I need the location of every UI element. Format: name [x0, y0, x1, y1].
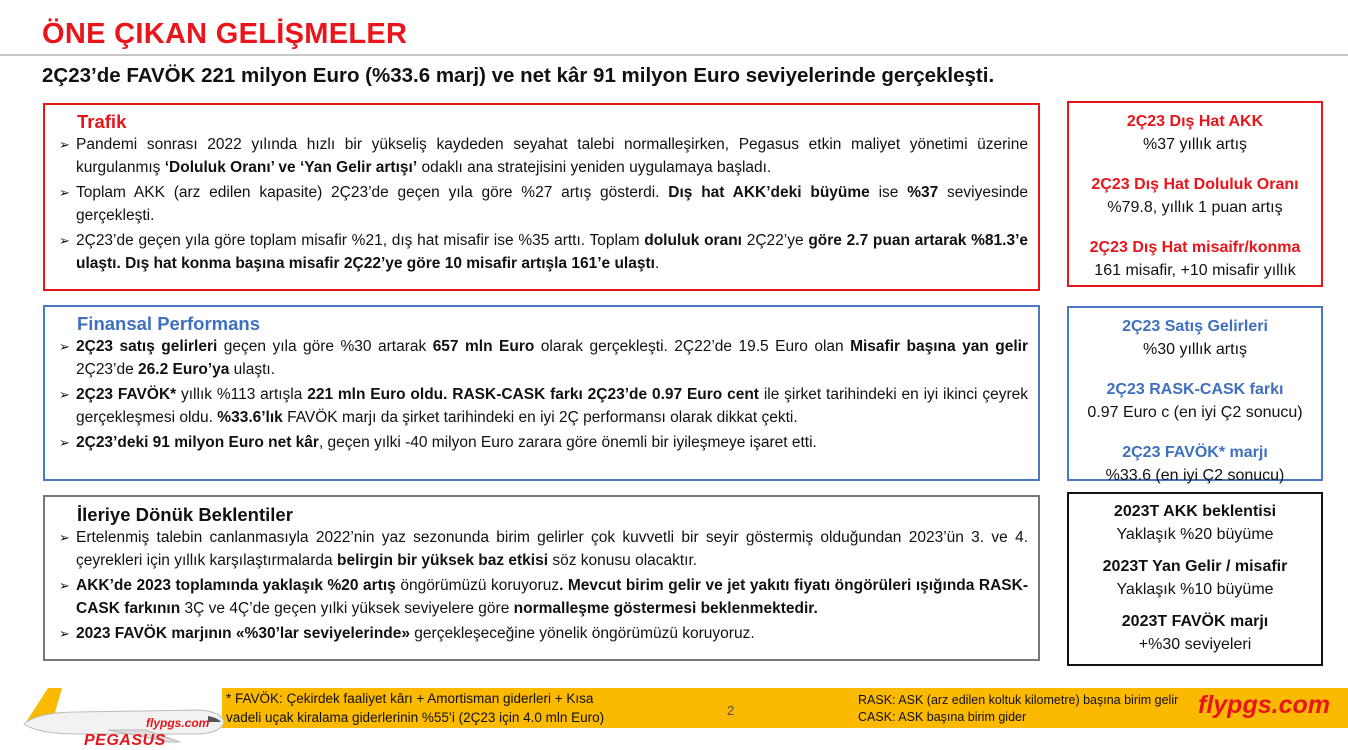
kpi-item: 2Ç23 FAVÖK* marjı %33.6 (en iyi Ç2 sonucu)	[1105, 444, 1285, 484]
finansal-bullet-3: ➢ 2Ç23’deki 91 milyon Euro net kâr, geçen yılki -40 milyon Euro zarara göre önemli bir iyileşmeye işaret etti.	[59, 432, 1028, 455]
finansal-section	[43, 305, 1040, 481]
kpi-item: 2023T FAVÖK marjı +%30 seviyeleri	[1121, 613, 1269, 653]
trafik-heading: Trafik	[77, 111, 127, 132]
kpi-item: 2Ç23 Dış Hat AKK %37 yıllık artış	[1126, 113, 1264, 153]
bullet-arrow-icon: ➢	[59, 530, 70, 545]
guidance-kpi-box	[1067, 492, 1323, 666]
trafik-section	[43, 103, 1040, 291]
beklentiler-heading: İleriye Dönük Beklentiler	[77, 504, 293, 525]
bullet-arrow-icon: ➢	[59, 233, 70, 248]
brand-logo: flypgs.com	[1198, 691, 1330, 719]
beklentiler-bullet-3: ➢ 2023 FAVÖK marjının «%30’lar seviyelerinde» gerçekleşeceğine yönelik öngörümüzü koruyoruz.	[59, 623, 1028, 646]
finansal-heading: Finansal Performans	[77, 313, 261, 334]
bullet-arrow-icon: ➢	[59, 626, 70, 641]
page-subtitle: 2Ç23’de FAVÖK 221 milyon Euro (%33.6 marj) ve net kâr 91 milyon Euro seviyelerinde gerçekleşti.	[42, 64, 995, 87]
plane-livery-text: flypgs.com	[146, 716, 210, 730]
kpi-item: 2023T AKK beklentisi Yaklaşık %20 büyüme	[1113, 503, 1277, 543]
kpi-item: 2Ç23 Dış Hat misaifr/konma 161 misafir, +10 misafir yıllık	[1089, 239, 1301, 279]
page-title: ÖNE ÇIKAN GELİŞMELER	[42, 18, 408, 50]
trafik-bullet-1: ➢ Pandemi sonrası 2022 yılında hızlı bir yükseliş kaydeden seyahat talebi normalleşirken, Pegasus etkin maliyet yönetimi üzerine kurgulanmış ‘Doluluk Oranı’ ve ‘Yan Gelir artışı’ odaklı ana stratejisini yeniden uygulamaya başladı.	[59, 136, 1028, 176]
pegasus-logo: PEGASUS	[84, 732, 166, 749]
trafik-bullet-3: ➢ 2Ç23’de geçen yıla göre toplam misafir %21, dış hat misafir ise %35 arttı. Toplam doluluk oranı 2Ç22’ye göre 2.7 puan artarak %81.3’e ulaştı. Dış hat konma başına misafir 2Ç22’ye göre 10 misafir artışla 161’e ulaştı.	[59, 232, 1028, 272]
bullet-arrow-icon: ➢	[59, 435, 70, 450]
kpi-item: 2Ç23 Dış Hat Doluluk Oranı %79.8, yıllık 1 puan artış	[1091, 176, 1299, 216]
bullet-arrow-icon: ➢	[59, 387, 70, 402]
finansal-bullet-1: ➢ 2Ç23 satış gelirleri geçen yıla göre %30 artarak 657 mln Euro olarak gerçekleşti. 2Ç22’de 19.5 Euro olan Misafir başına yan gelir 2Ç23’de 26.2 Euro’ya ulaştı.	[59, 338, 1028, 378]
page-number: 2	[727, 703, 735, 718]
definitions-note: RASK: ASK (arz edilen koltuk kilometre) başına birim gelir CASK: ASK başına birim gider	[858, 693, 1179, 724]
bullet-arrow-icon: ➢	[59, 137, 70, 152]
kpi-item: 2023T Yan Gelir / misafir Yaklaşık %10 büyüme	[1102, 558, 1288, 598]
financial-kpi-box	[1067, 306, 1323, 484]
bullet-arrow-icon: ➢	[59, 578, 70, 593]
favok-footnote: * FAVÖK: Çekirdek faaliyet kârı + Amortisman giderleri + Kısa vadeli uçak kiralama giderlerinin %55’i (2Ç23 için 4.0 mln Euro)	[226, 691, 605, 725]
traffic-kpi-box	[1067, 101, 1323, 287]
bullet-arrow-icon: ➢	[59, 339, 70, 354]
kpi-item: 2Ç23 RASK-CASK farkı 0.97 Euro c (en iyi Ç2 sonucu)	[1087, 381, 1303, 421]
beklentiler-bullet-1: ➢ Ertelenmiş talebin canlanmasıyla 2022’nin yaz sezonunda birim gelirler çok kuvvetli bir seyir göstermiş olduğundan 2023’ün 3. ve 4. çeyrekleri için yıllık karşılaştırmalarda belirgin bir yüksek baz etkisi söz konusu olacaktır.	[59, 529, 1028, 569]
beklentiler-section	[43, 495, 1040, 661]
title-divider	[0, 54, 1348, 56]
kpi-item: 2Ç23 Satış Gelirleri %30 yıllık artış	[1122, 318, 1268, 358]
trafik-bullet-2: ➢ Toplam AKK (arz edilen kapasite) 2Ç23’de geçen yıla göre %27 artış gösterdi. Dış hat AKK’deki büyüme ise %37 seviyesinde gerçekleşti.	[59, 184, 1028, 224]
bullet-arrow-icon: ➢	[59, 185, 70, 200]
beklentiler-bullet-2: ➢ AKK’de 2023 toplamında yaklaşık %20 artış öngörümüzü koruyoruz. Mevcut birim gelir ve jet yakıtı fiyatı öngörüleri ışığında RASK-CASK farkının 3Ç ve 4Ç’de geçen yılki yüksek seviyelere göre normalleşme göstermesi beklenmektedir.	[59, 577, 1029, 617]
finansal-bullet-2: ➢ 2Ç23 FAVÖK* yıllık %113 artışla 221 mln Euro oldu. RASK-CASK farkı 2Ç23’de 0.97 Euro cent ile şirket tarihindeki en iyi ikinci çeyrek gerçekleşmesi oldu. %33.6’lık FAVÖK marjı da şirket tarihindeki en iyi 2Ç performansı olarak dikkat çekti.	[59, 386, 1028, 426]
